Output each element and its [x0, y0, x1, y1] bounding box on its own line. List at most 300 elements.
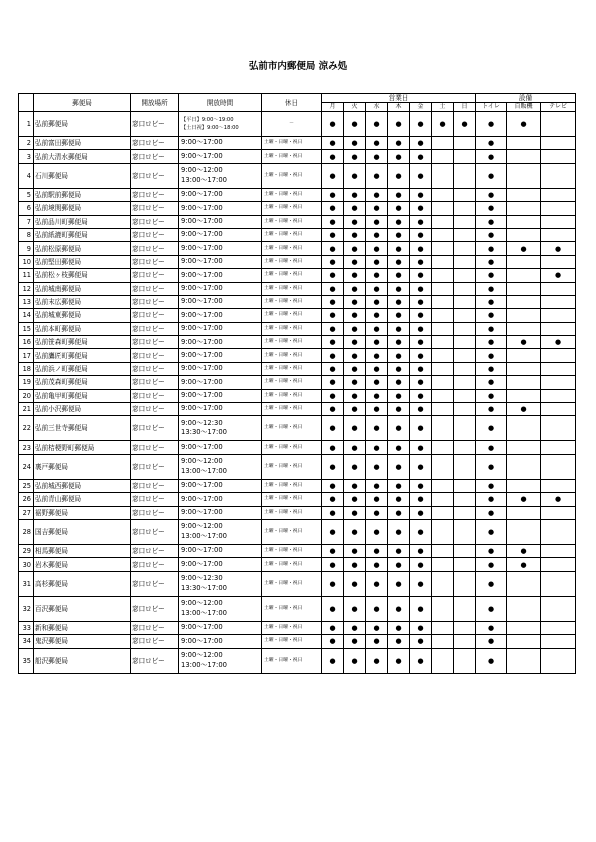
- table-row: [19, 376, 576, 389]
- day-sat-mark: [432, 269, 454, 282]
- office-name: 国吉郵便局: [34, 519, 131, 544]
- row-number: 17: [19, 349, 34, 362]
- facility-tv-mark: [541, 544, 576, 557]
- day-mon-mark: ●: [322, 202, 344, 215]
- day-mon-mark: ●: [322, 322, 344, 335]
- day-fri-mark: ●: [410, 112, 432, 137]
- facility-vending-machine-mark: ●: [507, 242, 541, 255]
- facility-tv-mark: [541, 376, 576, 389]
- facility-toilet-mark: ●: [476, 336, 507, 349]
- day-thu-mark: ●: [388, 255, 410, 268]
- open-hours-line: 9:00～17:00: [181, 494, 223, 503]
- holiday: 土曜・日曜・祝日: [262, 349, 322, 362]
- facility-tv-mark: [541, 558, 576, 571]
- table-row: [19, 282, 576, 295]
- facility-tv-mark: [541, 295, 576, 308]
- day-tue-mark: ●: [344, 282, 366, 295]
- day-sun-mark: [454, 389, 476, 402]
- day-wed-mark: ●: [366, 228, 388, 241]
- table-row: [19, 648, 576, 673]
- office-name: 弘前桔梗野町郵便局: [34, 441, 131, 454]
- row-number: 4: [19, 163, 34, 188]
- open-hours: [179, 558, 262, 571]
- holiday: 土曜・日曜・祝日: [262, 336, 322, 349]
- day-fri-mark: ●: [410, 322, 432, 335]
- day-wed-mark: ●: [366, 571, 388, 596]
- day-sat-mark: [432, 416, 454, 441]
- open-place: 窓口ロビー: [131, 596, 179, 621]
- open-hours-line: 9:00～12:30: [181, 574, 223, 583]
- table-row: [19, 188, 576, 201]
- row-number: 11: [19, 269, 34, 282]
- day-mon-mark: ●: [322, 621, 344, 634]
- header-place: 開放場所: [131, 94, 179, 112]
- table-row: [19, 242, 576, 255]
- open-hours: [179, 309, 262, 322]
- day-tue-mark: ●: [344, 362, 366, 375]
- day-sun-mark: [454, 282, 476, 295]
- facility-tv-mark: [541, 635, 576, 648]
- facility-toilet-mark: ●: [476, 349, 507, 362]
- day-sat-mark: [432, 349, 454, 362]
- page-title: 弘前市内郵便局 涼み処: [248, 61, 348, 72]
- day-sat-mark: [432, 188, 454, 201]
- day-fri-mark: ●: [410, 635, 432, 648]
- day-mon-mark: ●: [322, 269, 344, 282]
- day-sun-mark: [454, 571, 476, 596]
- open-hours: [179, 403, 262, 416]
- day-tue-mark: ●: [344, 596, 366, 621]
- table-row: [19, 403, 576, 416]
- open-hours: [179, 362, 262, 375]
- day-sat-mark: [432, 403, 454, 416]
- day-mon-mark: ●: [322, 362, 344, 375]
- header-holiday: 休日: [262, 94, 322, 112]
- day-wed-mark: ●: [366, 282, 388, 295]
- facility-vending-machine-mark: [507, 188, 541, 201]
- office-name: 弘前富田郵便局: [34, 137, 131, 150]
- facility-vending-machine-mark: [507, 416, 541, 441]
- facility-toilet-mark: ●: [476, 188, 507, 201]
- day-wed-mark: ●: [366, 621, 388, 634]
- facility-vending-machine-mark: [507, 150, 541, 163]
- day-sun-mark: [454, 362, 476, 375]
- row-number: 30: [19, 558, 34, 571]
- day-thu-mark: ●: [388, 150, 410, 163]
- day-sun-mark: [454, 349, 476, 362]
- open-hours: [179, 150, 262, 163]
- day-tue-mark: ●: [344, 635, 366, 648]
- facility-toilet-mark: ●: [476, 202, 507, 215]
- day-fri-mark: ●: [410, 403, 432, 416]
- open-place: 窓口ロビー: [131, 376, 179, 389]
- day-wed-mark: ●: [366, 362, 388, 375]
- row-number: 7: [19, 215, 34, 228]
- facility-tv-mark: [541, 215, 576, 228]
- day-fri-mark: ●: [410, 202, 432, 215]
- table-row: [19, 322, 576, 335]
- holiday: 土曜・日曜・祝日: [262, 621, 322, 634]
- open-hours: [179, 416, 262, 441]
- facility-tv-mark: [541, 188, 576, 201]
- facility-vending-machine-mark: ●: [507, 403, 541, 416]
- header-vending-machine: 自販機: [507, 103, 541, 112]
- open-hours-line: 9:00～12:00: [181, 651, 223, 660]
- day-tue-mark: ●: [344, 571, 366, 596]
- office-name: 弘前松ヶ枝郵便局: [34, 269, 131, 282]
- day-thu-mark: ●: [388, 506, 410, 519]
- facility-vending-machine-mark: [507, 596, 541, 621]
- open-hours-line: 9:00～12:00: [181, 522, 223, 531]
- office-name: 弘前茂森町郵便局: [34, 376, 131, 389]
- open-place: 窓口ロビー: [131, 202, 179, 215]
- open-place: 窓口ロビー: [131, 362, 179, 375]
- day-mon-mark: ●: [322, 648, 344, 673]
- day-thu-mark: ●: [388, 519, 410, 544]
- open-hours-line: 9:00～17:00: [181, 297, 223, 306]
- day-fri-mark: ●: [410, 163, 432, 188]
- table-row: [19, 295, 576, 308]
- open-hours-line: 9:00～17:00: [181, 636, 223, 645]
- office-name: 弘前笹森町郵便局: [34, 336, 131, 349]
- row-number: 14: [19, 309, 34, 322]
- facility-tv-mark: [541, 282, 576, 295]
- day-thu-mark: ●: [388, 309, 410, 322]
- row-number: 32: [19, 596, 34, 621]
- day-tue-mark: ●: [344, 255, 366, 268]
- facility-vending-machine-mark: [507, 163, 541, 188]
- row-number: 13: [19, 295, 34, 308]
- open-place: 窓口ロビー: [131, 150, 179, 163]
- day-thu-mark: ●: [388, 362, 410, 375]
- day-sat-mark: [432, 376, 454, 389]
- day-thu-mark: ●: [388, 322, 410, 335]
- day-wed-mark: ●: [366, 163, 388, 188]
- day-mon-mark: ●: [322, 519, 344, 544]
- day-fri-mark: ●: [410, 336, 432, 349]
- open-hours-line: 9:00～17:00: [181, 243, 223, 252]
- open-hours-line: 9:00～17:00: [181, 283, 223, 292]
- table-row: [19, 163, 576, 188]
- open-hours: [179, 137, 262, 150]
- day-tue-mark: ●: [344, 376, 366, 389]
- table-row: [19, 519, 576, 544]
- row-number: 31: [19, 571, 34, 596]
- row-number: 15: [19, 322, 34, 335]
- facility-toilet-mark: ●: [476, 621, 507, 634]
- day-mon-mark: ●: [322, 137, 344, 150]
- holiday: 土曜・日曜・祝日: [262, 362, 322, 375]
- open-hours: [179, 544, 262, 557]
- day-tue-mark: ●: [344, 506, 366, 519]
- day-mon-mark: ●: [322, 228, 344, 241]
- facility-toilet-mark: ●: [476, 558, 507, 571]
- day-tue-mark: ●: [344, 309, 366, 322]
- day-fri-mark: ●: [410, 519, 432, 544]
- office-name: 裏戸郵便局: [34, 454, 131, 479]
- day-thu-mark: ●: [388, 571, 410, 596]
- holiday: －: [262, 112, 322, 137]
- day-thu-mark: ●: [388, 621, 410, 634]
- day-thu-mark: ●: [388, 137, 410, 150]
- day-wed-mark: ●: [366, 295, 388, 308]
- day-fri-mark: ●: [410, 596, 432, 621]
- row-number: 27: [19, 506, 34, 519]
- open-hours: [179, 621, 262, 634]
- day-sat-mark: [432, 242, 454, 255]
- facility-tv-mark: [541, 112, 576, 137]
- header-day-fri: 金: [410, 103, 432, 112]
- facility-toilet-mark: ●: [476, 403, 507, 416]
- day-thu-mark: ●: [388, 635, 410, 648]
- row-number: 9: [19, 242, 34, 255]
- holiday: 土曜・日曜・祝日: [262, 454, 322, 479]
- day-fri-mark: ●: [410, 349, 432, 362]
- open-place: 窓口ロビー: [131, 336, 179, 349]
- office-name: 石川郵便局: [34, 163, 131, 188]
- day-wed-mark: ●: [366, 596, 388, 621]
- day-tue-mark: ●: [344, 269, 366, 282]
- facility-vending-machine-mark: [507, 441, 541, 454]
- open-hours: [179, 506, 262, 519]
- day-thu-mark: ●: [388, 336, 410, 349]
- day-thu-mark: ●: [388, 441, 410, 454]
- open-hours: [179, 112, 262, 137]
- open-hours-line: 13:30～17:00: [181, 583, 227, 592]
- facility-tv-mark: [541, 648, 576, 673]
- day-sun-mark: [454, 137, 476, 150]
- facility-vending-machine-mark: [507, 228, 541, 241]
- table-row: [19, 150, 576, 163]
- holiday: 土曜・日曜・祝日: [262, 163, 322, 188]
- facility-vending-machine-mark: [507, 648, 541, 673]
- facility-tv-mark: [541, 322, 576, 335]
- facility-toilet-mark: ●: [476, 163, 507, 188]
- day-wed-mark: ●: [366, 242, 388, 255]
- row-number: 25: [19, 479, 34, 492]
- open-hours-line: 【土日祝】9:00～18:00: [181, 125, 239, 131]
- day-mon-mark: ●: [322, 493, 344, 506]
- open-hours-line: 9:00～12:00: [181, 166, 223, 175]
- open-place: 窓口ロビー: [131, 137, 179, 150]
- table-row: [19, 416, 576, 441]
- day-sun-mark: [454, 403, 476, 416]
- day-sun-mark: [454, 648, 476, 673]
- holiday: 土曜・日曜・祝日: [262, 441, 322, 454]
- facility-toilet-mark: ●: [476, 269, 507, 282]
- day-wed-mark: ●: [366, 188, 388, 201]
- day-tue-mark: ●: [344, 228, 366, 241]
- cooling-spots-table: [18, 93, 576, 674]
- day-sat-mark: [432, 309, 454, 322]
- day-sat-mark: [432, 255, 454, 268]
- open-hours: [179, 215, 262, 228]
- row-number: 34: [19, 635, 34, 648]
- open-place: 窓口ロビー: [131, 479, 179, 492]
- facility-tv-mark: [541, 309, 576, 322]
- facility-tv-mark: [541, 571, 576, 596]
- day-thu-mark: ●: [388, 376, 410, 389]
- facility-vending-machine-mark: [507, 282, 541, 295]
- facility-toilet-mark: ●: [476, 389, 507, 402]
- holiday: 土曜・日曜・祝日: [262, 648, 322, 673]
- row-number: 2: [19, 137, 34, 150]
- day-sun-mark: [454, 635, 476, 648]
- day-tue-mark: ●: [344, 454, 366, 479]
- facility-tv-mark: [541, 362, 576, 375]
- holiday: 土曜・日曜・祝日: [262, 571, 322, 596]
- table-row: [19, 389, 576, 402]
- day-fri-mark: ●: [410, 506, 432, 519]
- day-thu-mark: ●: [388, 479, 410, 492]
- facility-toilet-mark: ●: [476, 571, 507, 596]
- holiday: 土曜・日曜・祝日: [262, 479, 322, 492]
- day-sun-mark: [454, 596, 476, 621]
- day-wed-mark: ●: [366, 349, 388, 362]
- open-place: 窓口ロビー: [131, 322, 179, 335]
- open-hours: [179, 493, 262, 506]
- day-sat-mark: ●: [432, 112, 454, 137]
- day-fri-mark: ●: [410, 454, 432, 479]
- day-tue-mark: ●: [344, 202, 366, 215]
- facility-toilet-mark: ●: [476, 454, 507, 479]
- open-place: 窓口ロビー: [131, 544, 179, 557]
- day-wed-mark: ●: [366, 454, 388, 479]
- day-fri-mark: ●: [410, 648, 432, 673]
- facility-vending-machine-mark: [507, 389, 541, 402]
- row-number: 6: [19, 202, 34, 215]
- open-hours-line: 13:00～17:00: [181, 531, 227, 540]
- open-hours: [179, 228, 262, 241]
- facility-vending-machine-mark: [507, 506, 541, 519]
- day-thu-mark: ●: [388, 493, 410, 506]
- row-number: 8: [19, 228, 34, 241]
- open-place: 窓口ロビー: [131, 188, 179, 201]
- table-row: [19, 215, 576, 228]
- facility-vending-machine-mark: ●: [507, 336, 541, 349]
- table-row: [19, 112, 576, 137]
- row-number: 22: [19, 416, 34, 441]
- row-number: 16: [19, 336, 34, 349]
- table-row: [19, 228, 576, 241]
- day-thu-mark: ●: [388, 403, 410, 416]
- holiday: 土曜・日曜・祝日: [262, 150, 322, 163]
- day-thu-mark: ●: [388, 596, 410, 621]
- day-tue-mark: ●: [344, 322, 366, 335]
- open-hours-line: 9:00～17:00: [181, 364, 223, 373]
- row-number: 12: [19, 282, 34, 295]
- row-number: 3: [19, 150, 34, 163]
- day-tue-mark: ●: [344, 242, 366, 255]
- open-place: 窓口ロビー: [131, 506, 179, 519]
- row-number: 24: [19, 454, 34, 479]
- facility-vending-machine-mark: [507, 309, 541, 322]
- day-wed-mark: ●: [366, 403, 388, 416]
- facility-tv-mark: [541, 228, 576, 241]
- header-tv: テレビ: [541, 103, 576, 112]
- facility-vending-machine-mark: ●: [507, 544, 541, 557]
- day-mon-mark: ●: [322, 295, 344, 308]
- day-tue-mark: ●: [344, 519, 366, 544]
- facility-tv-mark: [541, 621, 576, 634]
- facility-vending-machine-mark: [507, 376, 541, 389]
- day-sat-mark: [432, 215, 454, 228]
- office-name: 弘前城南郵便局: [34, 282, 131, 295]
- day-sat-mark: [432, 295, 454, 308]
- open-hours-line: 9:00～17:00: [181, 350, 223, 359]
- day-tue-mark: ●: [344, 389, 366, 402]
- facility-vending-machine-mark: [507, 215, 541, 228]
- open-place: 窓口ロビー: [131, 493, 179, 506]
- day-mon-mark: ●: [322, 309, 344, 322]
- day-fri-mark: ●: [410, 479, 432, 492]
- facility-tv-mark: [541, 441, 576, 454]
- facility-tv-mark: [541, 389, 576, 402]
- open-place: 窓口ロビー: [131, 112, 179, 137]
- office-name: 相馬郵便局: [34, 544, 131, 557]
- row-number: 10: [19, 255, 34, 268]
- facility-tv-mark: ●: [541, 336, 576, 349]
- office-name: 岩木郵便局: [34, 558, 131, 571]
- day-thu-mark: ●: [388, 112, 410, 137]
- office-name: 高杉郵便局: [34, 571, 131, 596]
- facility-toilet-mark: ●: [476, 228, 507, 241]
- day-tue-mark: ●: [344, 188, 366, 201]
- table-row: [19, 506, 576, 519]
- day-wed-mark: ●: [366, 544, 388, 557]
- table-row: [19, 336, 576, 349]
- open-hours-line: 9:00～12:00: [181, 599, 223, 608]
- table-body: [19, 112, 576, 674]
- day-fri-mark: ●: [410, 309, 432, 322]
- holiday: 土曜・日曜・祝日: [262, 403, 322, 416]
- open-place: 窓口ロビー: [131, 648, 179, 673]
- day-sat-mark: [432, 479, 454, 492]
- office-name: 船沢郵便局: [34, 648, 131, 673]
- open-place: 窓口ロビー: [131, 255, 179, 268]
- day-wed-mark: ●: [366, 416, 388, 441]
- row-number: 20: [19, 389, 34, 402]
- open-place: 窓口ロビー: [131, 349, 179, 362]
- day-fri-mark: ●: [410, 215, 432, 228]
- day-mon-mark: ●: [322, 163, 344, 188]
- open-hours-line: 13:30～17:00: [181, 428, 227, 437]
- holiday: 土曜・日曜・祝日: [262, 309, 322, 322]
- open-place: 窓口ロビー: [131, 454, 179, 479]
- facility-toilet-mark: ●: [476, 309, 507, 322]
- open-place: 窓口ロビー: [131, 228, 179, 241]
- holiday: 土曜・日曜・祝日: [262, 188, 322, 201]
- header-toilet: トイレ: [476, 103, 507, 112]
- table-row: [19, 635, 576, 648]
- day-wed-mark: ●: [366, 336, 388, 349]
- table-row: [19, 269, 576, 282]
- header-office: 郵便局: [34, 94, 131, 112]
- open-hours-line: 【平日】9:00～19:00: [181, 117, 234, 123]
- day-sun-mark: [454, 558, 476, 571]
- facility-toilet-mark: ●: [476, 416, 507, 441]
- holiday: 土曜・日曜・祝日: [262, 295, 322, 308]
- open-place: 窓口ロビー: [131, 519, 179, 544]
- row-number: 19: [19, 376, 34, 389]
- office-name: 弘前大清水郵便局: [34, 150, 131, 163]
- day-sat-mark: [432, 635, 454, 648]
- day-fri-mark: ●: [410, 255, 432, 268]
- day-thu-mark: ●: [388, 282, 410, 295]
- day-sat-mark: [432, 454, 454, 479]
- day-mon-mark: ●: [322, 544, 344, 557]
- office-name: 弘前鷹匠町郵便局: [34, 349, 131, 362]
